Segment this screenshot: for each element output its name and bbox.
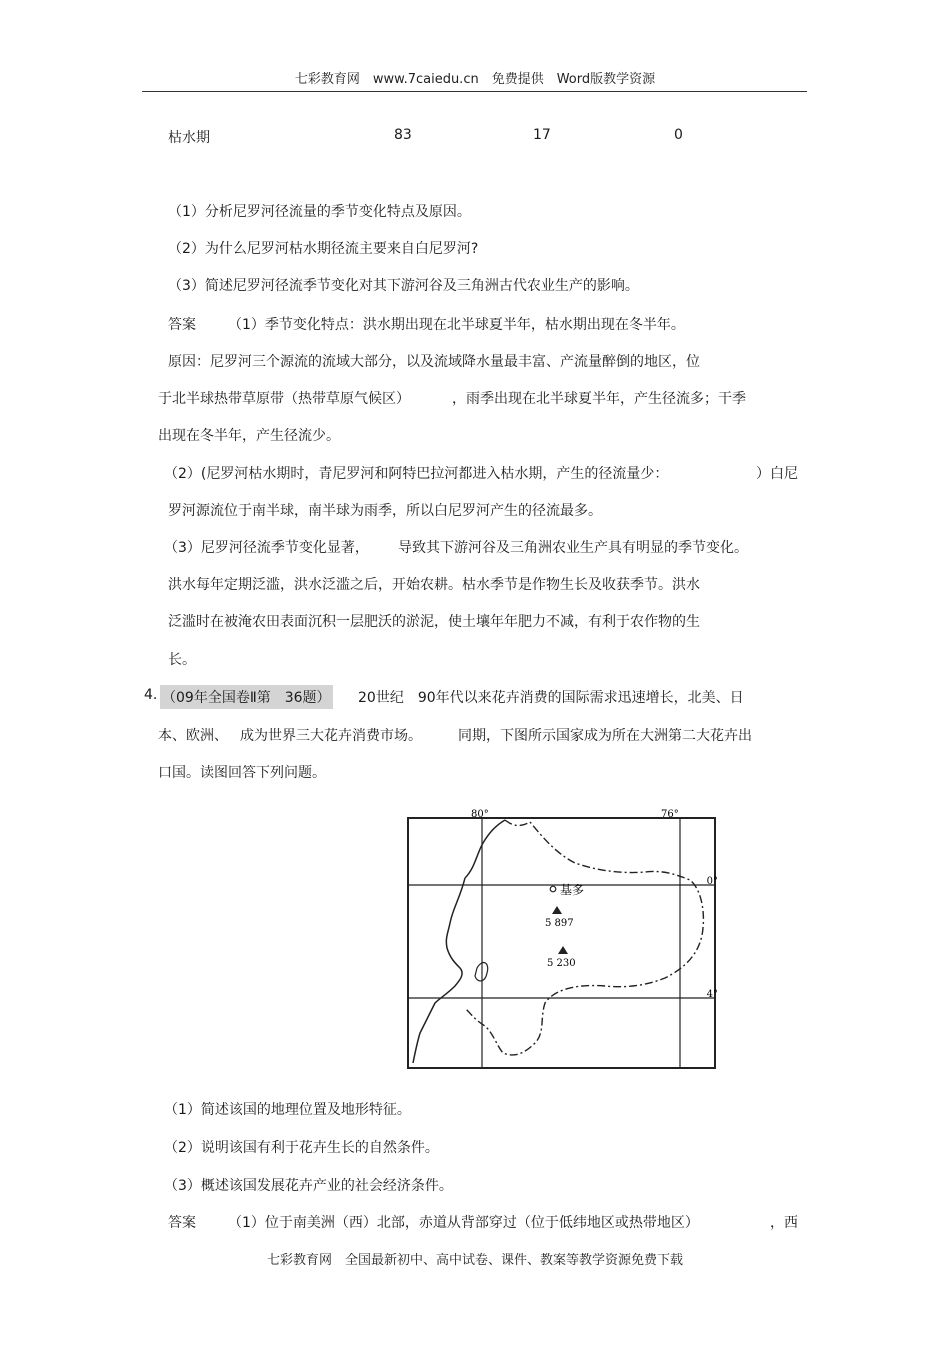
table-cell-2: 17 xyxy=(533,127,551,143)
answer-3-line-7b: 导致其下游河谷及三角洲农业生产具有明显的季节变化。 xyxy=(398,540,748,556)
answer-3-line-5b: ）白尼 xyxy=(756,466,798,482)
q4-sub-3: （3）概述该国发展花卉产业的社会经济条件。 xyxy=(164,1178,453,1194)
table-row-label: 枯水期 xyxy=(168,130,210,146)
answer-4-label: 答案 xyxy=(168,1215,196,1231)
map-frame xyxy=(408,818,715,1068)
page-footer: 七彩教育网 全国最新初中、高中试卷、课件、教案等教学资源免费下载 xyxy=(266,1253,683,1268)
lat-label-4: 4° xyxy=(706,989,718,1000)
page-header: 七彩教育网 www.7caiedu.cn 免费提供 Word版教学资源 xyxy=(294,72,656,87)
q3-sub-3: （3）简述尼罗河径流季节变化对其下游河谷及三角洲古代农业生产的影响。 xyxy=(168,278,639,294)
answer-4-line-1-end: ，西 xyxy=(770,1215,798,1231)
capital-marker xyxy=(550,886,556,892)
q4-stem-line-2a: 本、欧洲、 xyxy=(158,728,228,744)
answer-3-line-9: 泛滥时在被淹农田表面沉积一层肥沃的淤泥，使土壤年年肥力不减，有利于农作物的生 xyxy=(168,614,700,630)
lon-label-76: 76° xyxy=(661,809,679,820)
answer-3-line-8: 洪水每年定期泛滥，洪水泛滥之后，开始农耕。枯水季节是作物生长及收获季节。洪水 xyxy=(168,577,700,593)
answer-3-line-3a: 于北半球热带草原带（热带草原气候区） xyxy=(158,391,410,407)
peak-icon xyxy=(552,906,562,914)
answer-3-line-3b: ，雨季出现在北半球夏半年，产生径流多；干季 xyxy=(452,391,746,407)
answer-3-line-2: 原因：尼罗河三个源流的流域大部分，以及流域降水量最丰富、产流量醉倒的地区，位 xyxy=(168,354,700,370)
q3-sub-1: （1）分析尼罗河径流量的季节变化特点及原因。 xyxy=(168,204,471,220)
table-cell-1: 83 xyxy=(394,127,412,143)
lon-label-80: 80° xyxy=(471,809,489,820)
q4-stem-line-1: 20世纪 90年代以来花卉消费的国际需求迅速增长，北美、日 xyxy=(358,690,744,706)
answer-3-line-7a: （3）尼罗河径流季节变化显著， xyxy=(164,540,369,556)
answer-4-line-1: （1）位于南美洲（西）北部，赤道从背部穿过（位于低纬地区或热带地区） xyxy=(228,1215,699,1231)
q4-stem-line-2b: 成为世界三大花卉消费市场。 xyxy=(240,728,422,744)
table-cell-3: 0 xyxy=(674,127,683,143)
answer-3-line-6: 罗河源流位于南半球，南半球为雨季，所以白尼罗河产生的径流最多。 xyxy=(168,503,602,519)
q4-sub-2: （2）说明该国有利于花卉生长的自然条件。 xyxy=(164,1140,439,1156)
coastline xyxy=(413,820,505,1063)
q4-source-tag: （09年全国卷Ⅱ第 36题） xyxy=(160,685,333,709)
answer-3-line-4: 出现在冬半年，产生径流少。 xyxy=(158,428,340,444)
ecuador-map xyxy=(405,808,718,1073)
capital-label: 基多 xyxy=(560,883,585,897)
q4-sub-1: （1）简述该国的地理位置及地形特征。 xyxy=(164,1102,411,1118)
peak-1-elevation: 5 897 xyxy=(545,918,574,929)
q4-stem-line-3: 口国。读图回答下列问题。 xyxy=(158,765,326,781)
peak-icon xyxy=(558,946,568,954)
answer-label: 答案 xyxy=(168,317,196,333)
peak-2-elevation: 5 230 xyxy=(547,958,576,969)
national-border xyxy=(465,820,703,1055)
q4-stem-line-2c: 同期，下图所示国家成为所在大洲第二大花卉出 xyxy=(458,728,752,744)
q3-sub-2: （2）为什么尼罗河枯水期径流主要来自白尼罗河? xyxy=(168,241,479,257)
gulf-island xyxy=(475,963,488,981)
lat-label-0: 0° xyxy=(706,876,718,887)
answer-3-line-1: （1）季节变化特点：洪水期出现在北半球夏半年，枯水期出现在冬半年。 xyxy=(228,317,685,333)
header-divider xyxy=(142,91,807,92)
answer-3-line-5a: （2）(尼罗河枯水期时，青尼罗河和阿特巴拉河都进入枯水期，产生的径流量少： xyxy=(164,466,669,482)
q4-number: 4. xyxy=(144,687,158,703)
answer-3-line-10: 长。 xyxy=(168,652,196,668)
